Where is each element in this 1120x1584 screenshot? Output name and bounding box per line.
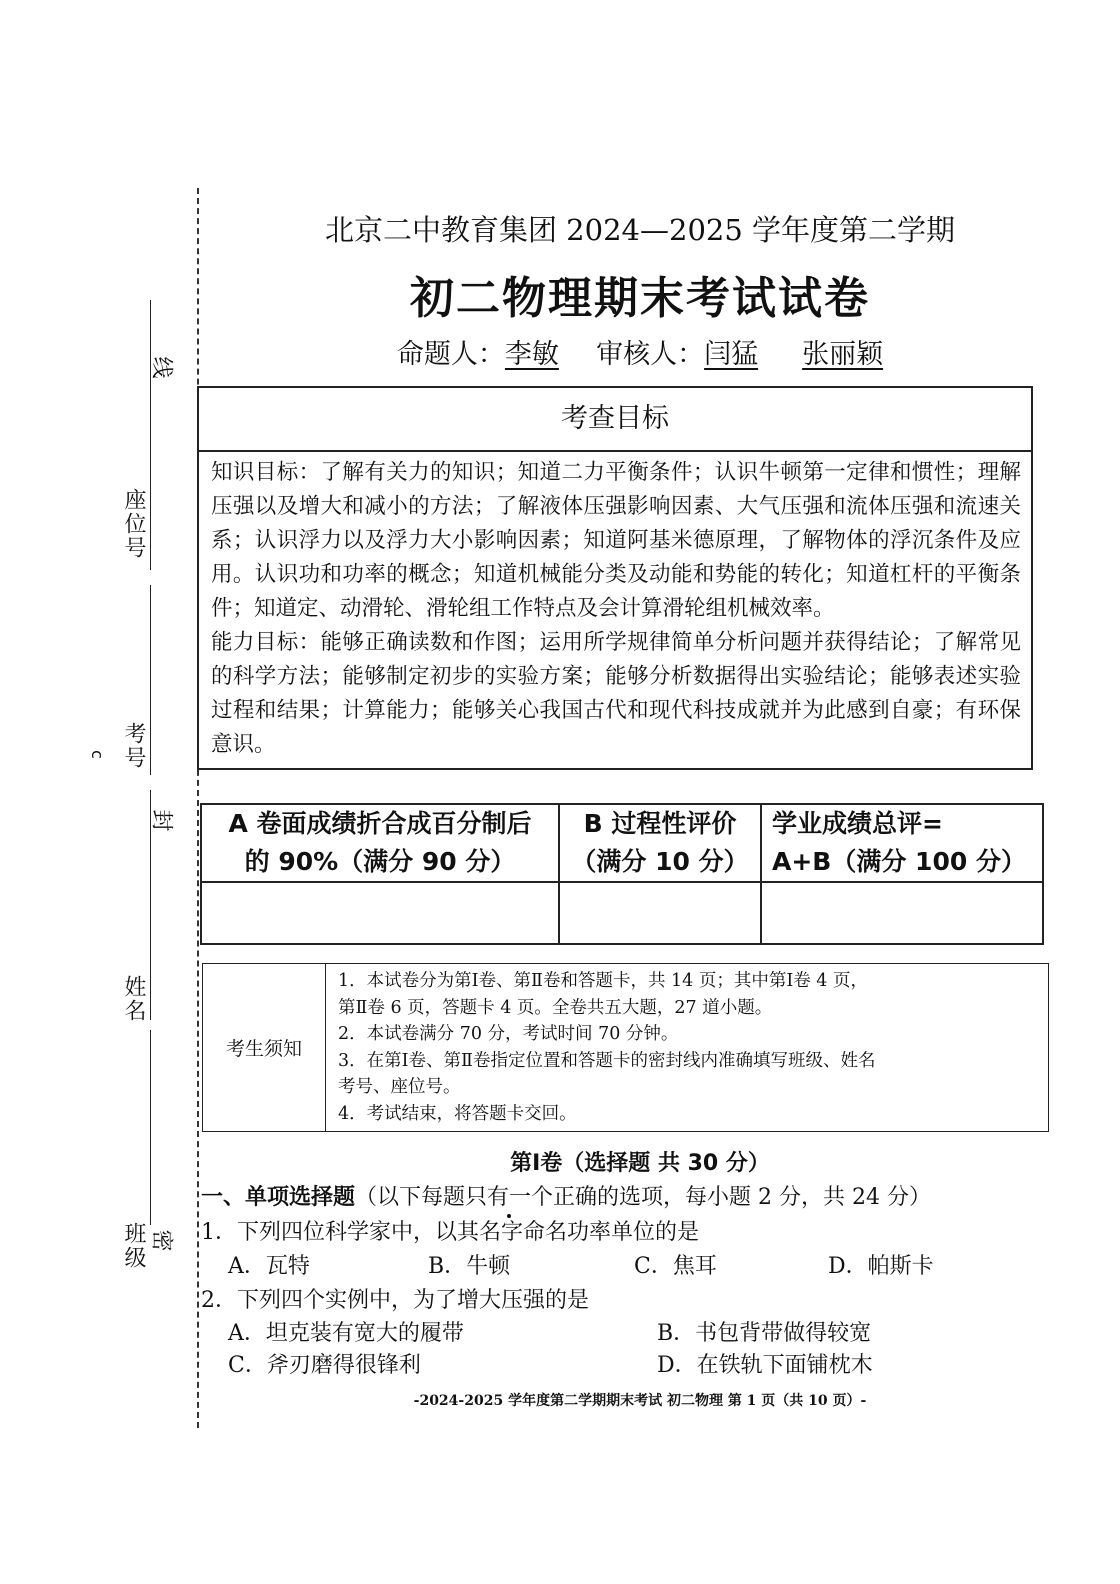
- notice-line: 2．本试卷满分 70 分，考试时间 70 分钟。: [338, 1024, 679, 1044]
- q1-option-a: A．瓦特: [228, 1254, 310, 1279]
- seat-number-rule: [150, 300, 151, 570]
- score-col-c-line1: 学业成绩总评=: [772, 809, 943, 838]
- objectives-text: [199, 452, 1031, 762]
- section-heading: [201, 1180, 931, 1211]
- notice-line: 第Ⅱ卷 6 页，答题卡 4 页。全卷共五大题，27 道小题。: [338, 997, 773, 1018]
- class-rule: [150, 1030, 151, 1225]
- setter-label: 命题人：: [396, 339, 505, 370]
- notice-label: 考生须知: [203, 964, 326, 1132]
- objectives-box: [197, 386, 1033, 770]
- notice-line: 3．在第Ⅰ卷、第Ⅱ卷指定位置和答题卡的密封线内准确填写班级、姓名: [338, 1050, 876, 1071]
- q2-option-c: C．斧刃磨得很锋利: [228, 1353, 421, 1378]
- notice-table: [202, 963, 1049, 1132]
- q1-stem: 1．下列四位科学家中，以其名字命名功率单位的是: [201, 1220, 699, 1245]
- q2-option-d: D．在铁轨下面铺枕木: [657, 1353, 873, 1378]
- exam-number-label: 考号: [121, 722, 146, 770]
- score-col-c-header: [761, 804, 1043, 882]
- notice-line: 1．本试卷分为第Ⅰ卷、第Ⅱ卷和答题卡，共 14 页；其中第Ⅰ卷 4 页，: [338, 971, 869, 991]
- score-col-b-header: [559, 804, 761, 882]
- section-note-post: 正确的选项，每小题 2 分，共 24 分）: [553, 1185, 932, 1210]
- q2-stem: 2．下列四个实例中，为了增大压强的是: [201, 1288, 589, 1313]
- score-cell-total[interactable]: [761, 882, 1043, 944]
- score-cell-b[interactable]: [559, 882, 761, 944]
- exam-number-rule: [150, 585, 151, 775]
- binding-mark: c: [87, 750, 107, 759]
- reviewer-name-1: 闫猛: [704, 339, 759, 370]
- notice-line: 考号、座位号。: [338, 1077, 461, 1097]
- knowledge-objectives: 知识目标：了解有关力的知识；知道二力平衡条件；认识牛顿第一定律和惯性；理解压强以及增大和减小的方法；了解液体压强影响因素、大气压强和流体压强和流速关系；认识浮力以及浮力大小影响因素；知道阿基米德原理，了解物体的浮沉条件及应用。认识功和功率的概念；知道机械能分类及动能和势能的转化；知道杠杆的平衡条件；知道定、动滑轮、滑轮组工作特点及会计算滑轮组机械效率。: [211, 460, 1021, 621]
- school-term-line: 北京二中教育集团 2024—2025 学年度第二学期: [324, 213, 956, 247]
- reviewer-label: 审核人：: [596, 339, 705, 370]
- section-note-pre: （以下每题: [355, 1185, 466, 1210]
- seat-number-label: 座位号: [121, 488, 146, 560]
- seal-char-secret: 密: [148, 1229, 174, 1252]
- author-line: [200, 332, 1080, 371]
- reviewer-name-2: 张丽颖: [802, 339, 884, 370]
- class-label: 班级: [121, 1222, 146, 1270]
- name-label: 姓名: [121, 975, 146, 1023]
- q2-option-a: A．坦克装有宽大的履带: [228, 1321, 464, 1346]
- score-table: [200, 803, 1044, 945]
- notice-items: [326, 964, 1049, 1132]
- section-note-emphasis: 只有一个: [465, 1185, 554, 1210]
- seal-char-seal: 封: [148, 809, 174, 832]
- seal-char-line: 线: [148, 356, 174, 379]
- score-col-b-line2: （满分 10 分）: [571, 847, 749, 876]
- objectives-heading: 考查目标: [199, 388, 1031, 452]
- score-cell-a[interactable]: [201, 882, 559, 944]
- page-footer: -2024-2025 学年度第二学期期末考试 初二物理 第 1 页（共 10 页）-: [413, 1393, 867, 1409]
- section-title: 一、单项选择题: [201, 1185, 356, 1210]
- q1-option-d: D．帕斯卡: [828, 1254, 934, 1279]
- score-col-a-line1: A 卷面成绩折合成百分制后: [228, 809, 532, 838]
- notice-line: 4．考试结束，将答题卡交回。: [338, 1103, 577, 1124]
- score-col-b-line1: B 过程性评价: [583, 809, 737, 838]
- score-col-c-line2: A+B（满分 100 分）: [772, 847, 1026, 876]
- binding-dashed-line: [197, 188, 199, 1428]
- score-col-a-line2: 的 90%（满分 90 分）: [244, 847, 516, 876]
- q1-option-b: B．牛顿: [428, 1254, 511, 1279]
- q1-option-c: C．焦耳: [634, 1254, 717, 1279]
- q2-option-b: B．书包背带做得较宽: [657, 1321, 872, 1346]
- part1-title: 第Ⅰ卷（选择题 共 30 分）: [510, 1151, 770, 1176]
- exam-title: 初二物理期末考试试卷: [410, 273, 870, 324]
- setter-name: 李敏: [504, 339, 559, 370]
- score-col-a-header: [201, 804, 559, 882]
- ability-objectives: 能力目标：能够正确读数和作图；运用所学规律简单分析问题并获得结论；了解常见的科学方法；能够制定初步的实验方案；能够分析数据得出实验结论；能够表述实验过程和结果；计算能力；能够关心我国古代和现代科技成就并为此感到自豪；有环保意识。: [211, 630, 1021, 757]
